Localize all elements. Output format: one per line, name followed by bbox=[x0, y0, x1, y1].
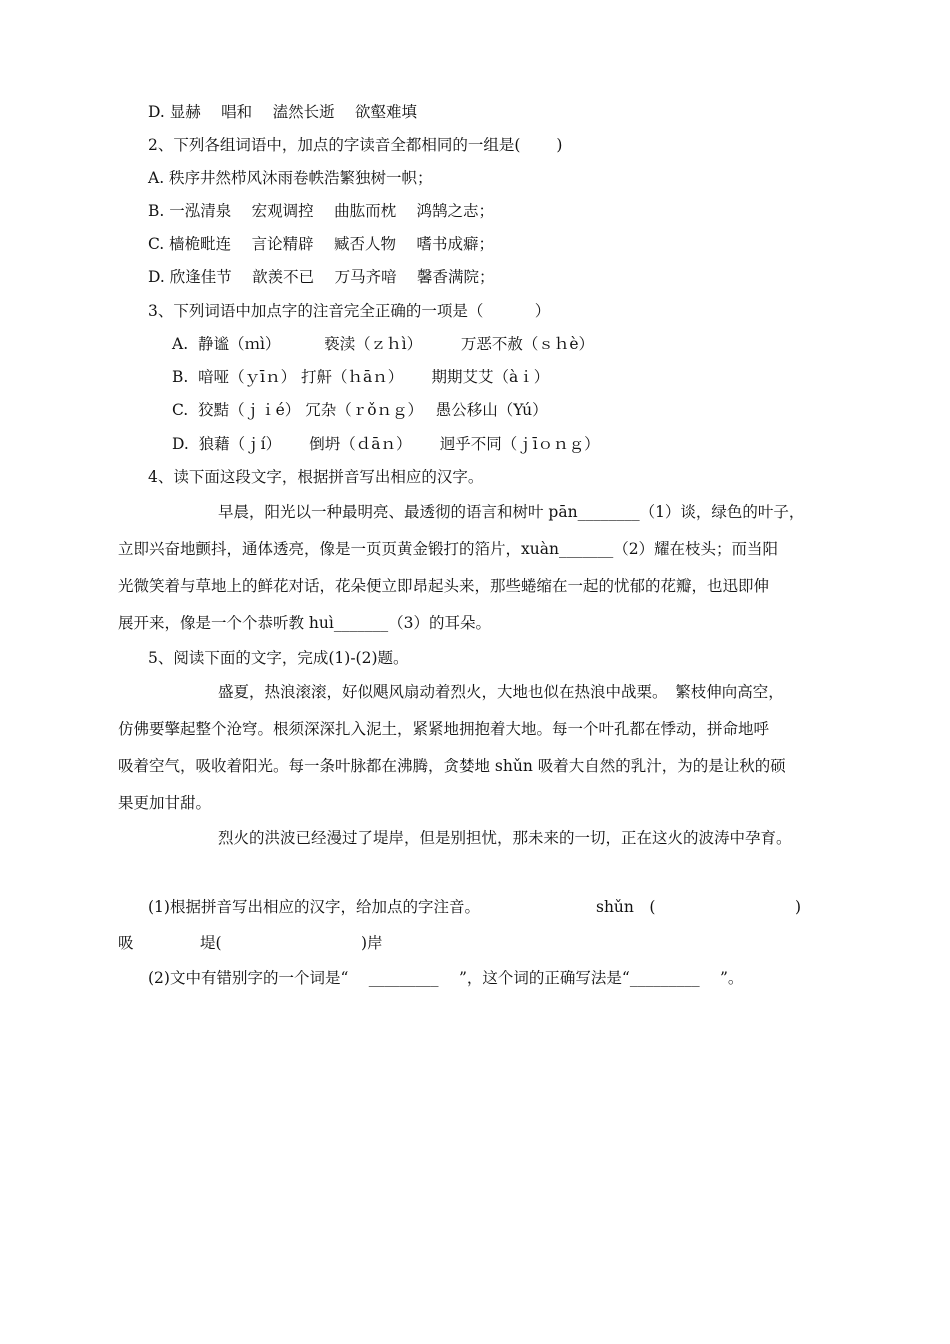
q5-para-2: 烈火的洪波已经漫过了堤岸，但是别担忧，那未来的一切，正在这火的波涛中孕育。 bbox=[218, 829, 792, 847]
q5-sub1-pinyin: shǔn ( ) bbox=[596, 898, 801, 916]
q4-para-line-3: 光微笑着与草地上的鲜花对话，花朵便立即昂起头来，那些蜷缩在一起的忧郁的花瓣，也迅即伸 bbox=[118, 577, 770, 595]
q5-sub2: (2)文中有错别字的一个词是“ _________ ”，这个词的正确写法是“_________ ”。 bbox=[148, 969, 744, 987]
q5-para-line-2: 仿佛要擎起整个沧穹。根须深深扎入泥土，紧紧地拥抱着大地。每一个叶孔都在悸动，拼命地呼 bbox=[118, 720, 770, 738]
q3-option-d: D. 狼藉（ｊí） 倒坍（ｄāｎ） 迥乎不同（ｊīｏｎｇ） bbox=[172, 435, 600, 453]
q2-option-b: B. 一泓清泉 宏观调控 曲肱而枕 鸿鹄之志； bbox=[148, 202, 495, 220]
q3-option-c: C. 狡黠（ｊｉé） 冗杂（ｒǒｎｇ） 愚公移山（Yú） bbox=[172, 401, 548, 419]
q4-para-line-1: 早晨，阳光以一种最明亮、最透彻的语言和树叶 pān________（1）谈，绿色的叶子， bbox=[218, 503, 805, 521]
q5-para-line-1: 盛夏，热浪滚滚，好似飓风扇动着烈火，大地也似在热浪中战栗。 繁枝伸向高空， bbox=[218, 683, 784, 701]
q4-para-line-2: 立即兴奋地颤抖，通体透亮，像是一页页黄金锻打的箔片，xuàn_______（2）耀在枝头；而当阳 bbox=[118, 540, 779, 558]
q4-stem: 4、读下面这段文字，根据拼音写出相应的汉字。 bbox=[148, 468, 484, 486]
q2-option-d: D. 欣逢佳节 歆羡不已 万马齐喑 馨香满院； bbox=[148, 268, 495, 286]
q5-sub1-line2-a: 吸 bbox=[118, 934, 134, 952]
q3-stem: 3、下列词语中加点字的注音完全正确的一项是（ ） bbox=[148, 302, 551, 320]
q5-sub1-line2-b: 堤( )岸 bbox=[200, 934, 383, 952]
q2-option-c: C. 樯桅毗连 言论精辟 臧否人物 嗜书成癖； bbox=[148, 235, 494, 253]
q2-stem: 2、下列各组词语中，加点的字读音全都相同的一组是( ) bbox=[148, 136, 563, 154]
q5-para-line-4: 果更加甘甜。 bbox=[118, 794, 212, 812]
q3-option-b: B. 喑哑（ｙīｎ） 打鼾（ｈāｎ） 期期艾艾（àｉ） bbox=[172, 368, 550, 386]
q1-option-d: D. 显赫 唱和 溘然长逝 欲壑难填 bbox=[148, 103, 418, 121]
q2-option-a: A. 秩序井然栉风沐雨卷帙浩繁独树一帜； bbox=[148, 169, 433, 187]
q3-option-a: A. 静谧（ｍì） 亵渎（ｚｈì） 万恶不赦（ｓｈè） bbox=[172, 335, 594, 353]
q4-para-line-4: 展开来，像是一个个恭听教 huì_______（3）的耳朵。 bbox=[118, 614, 491, 632]
q5-para-line-3: 吸着空气，吸收着阳光。每一条叶脉都在沸腾，贪婪地 shǔn 吸着大自然的乳汁，为的是让秋的硕 bbox=[118, 757, 786, 775]
q5-sub1: (1)根据拼音写出相应的汉字，给加点的字注音。 bbox=[148, 898, 480, 916]
q5-stem: 5、阅读下面的文字，完成(1)-(2)题。 bbox=[148, 649, 409, 667]
